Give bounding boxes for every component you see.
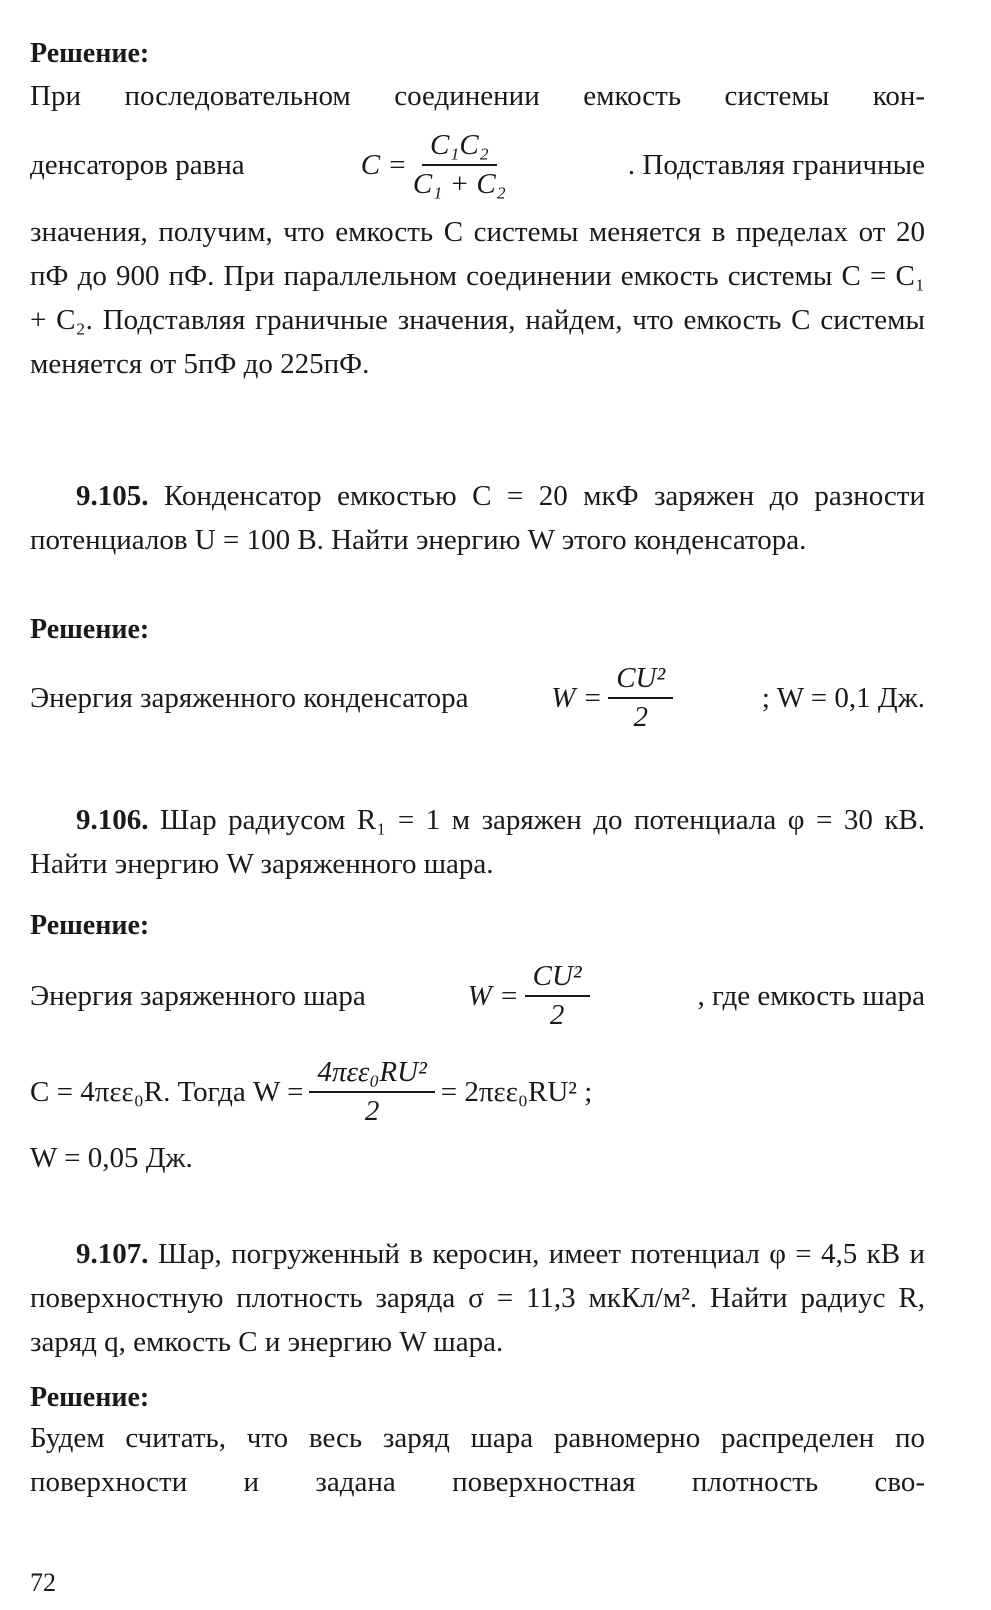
fraction-numerator: C₁C₂ — [422, 129, 497, 166]
fraction — [608, 662, 673, 734]
page-number: 72 — [30, 1568, 56, 1597]
solution-1-formula-line — [30, 122, 925, 208]
formula-trail-text: . Подставляя граничные — [627, 148, 925, 181]
problem-text: Конденсатор емкостью C = 20 мкФ заряжен до разности потенциалов U = 100 В. Найти энергию W этого конденсатора. — [30, 480, 925, 556]
solution-heading-107: Решение: — [30, 1382, 150, 1413]
formula-trail-text: = 2πεε₀RU² ; — [440, 1075, 593, 1108]
solution-107-body: Будем считать, что весь заряд шара равномерно распределен по поверхности и задана поверхностная плотность сво- — [30, 1422, 925, 1498]
solution-1-body: значения, получим, что емкость C системы меняется в пределах от 20 пФ до 900 пФ. При параллельном соединении емкость системы C = C₁ + C₂. Подставляя граничные значения, найдем, что емкость C системы меняется от 5пФ до 225пФ. — [30, 216, 925, 380]
problem-number: 9.106. — [76, 804, 149, 836]
solution-106-result: W = 0,05 Дж. — [30, 1142, 193, 1174]
formula-lead-text: Энергия заряженного конденсатора — [30, 681, 469, 714]
problem-9-107 — [30, 1232, 925, 1364]
fraction-numerator: CU² — [608, 662, 673, 699]
formula-trail-text: ; W = 0,1 Дж. — [761, 681, 925, 714]
fraction — [525, 960, 590, 1032]
formula-lead-text: Энергия заряженного шара — [30, 979, 366, 1012]
fraction — [309, 1056, 434, 1128]
problem-text: Шар, погруженный в керосин, имеет потенциал φ = 4,5 кВ и поверхностную плотность заряда σ = 11,3 мкКл/м². Найти радиус R, заряд q, емкость C и энергию W шара. — [30, 1238, 925, 1358]
fraction-denominator: C₁ + C₂ — [412, 168, 506, 200]
problem-9-105 — [30, 474, 925, 562]
fraction — [413, 129, 506, 201]
problem-text: Шар радиусом R₁ = 1 м заряжен до потенциала φ = 30 кВ. Найти энергию W заряженного шара. — [30, 804, 925, 880]
capacitance-series-formula — [361, 129, 512, 201]
solution-106-line-1 — [30, 950, 925, 1042]
energy-sphere-formula — [468, 960, 596, 1032]
solution-heading-1: Решение: — [30, 38, 150, 69]
solution-heading-105: Решение: — [30, 614, 150, 645]
solution-106-line-2 — [30, 1046, 925, 1138]
solution-1-line-1: При последовательном соединении емкость системы кон- — [30, 80, 925, 112]
fraction-denominator: 2 — [633, 701, 648, 733]
formula-trail-text: , где емкость шара — [697, 979, 925, 1012]
solution-105-formula-line — [30, 652, 925, 744]
fraction-numerator: CU² — [525, 960, 590, 997]
formula-lead-text: денсаторов равна — [30, 148, 245, 181]
formula-lhs: W = — [551, 681, 603, 714]
formula-lhs: W = — [467, 979, 519, 1012]
problem-9-106 — [30, 798, 925, 886]
fraction-denominator: 2 — [549, 999, 565, 1031]
formula-lead-text: C = 4πεε₀R. Тогда W = — [30, 1075, 304, 1108]
solution-heading-106: Решение: — [30, 910, 150, 941]
energy-capacitor-formula — [551, 662, 679, 734]
problem-number: 9.107. — [76, 1238, 149, 1270]
fraction-denominator: 2 — [364, 1095, 380, 1127]
problem-number: 9.105. — [76, 480, 149, 512]
fraction-numerator: 4πεε₀RU² — [309, 1056, 434, 1093]
formula-lhs: C = — [360, 148, 407, 181]
